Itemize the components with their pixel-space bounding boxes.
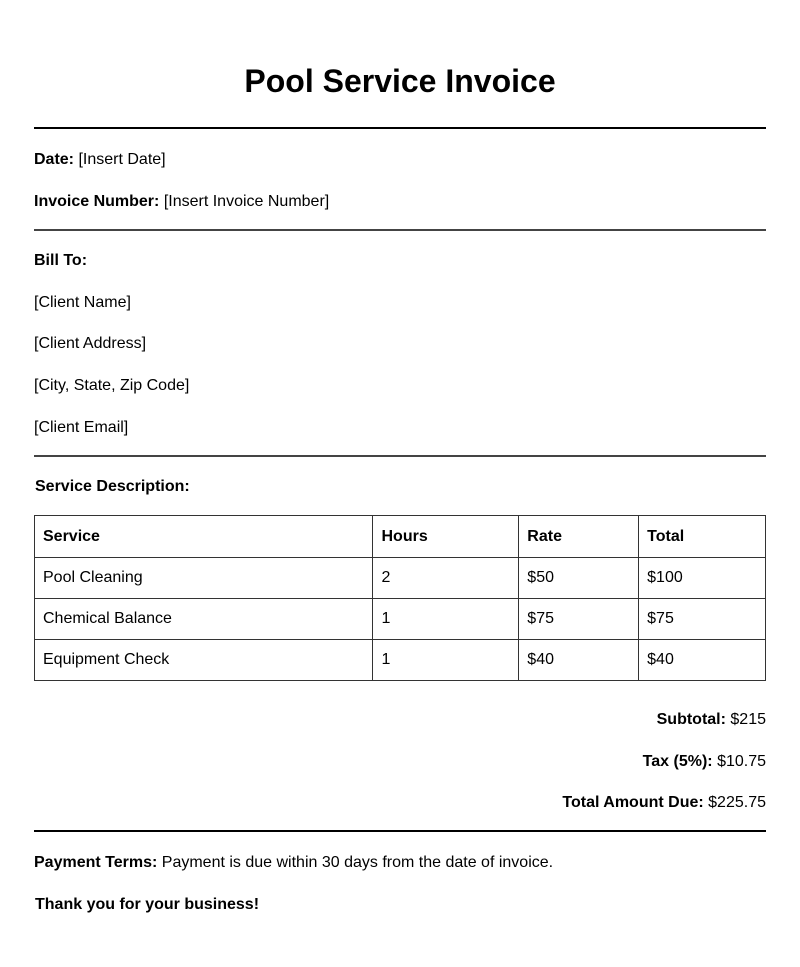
column-header-rate: Rate <box>519 516 639 558</box>
payment-terms-line <box>34 853 553 873</box>
divider <box>34 127 766 129</box>
subtotal-value: $215 <box>730 711 766 728</box>
cell-service: Chemical Balance <box>35 599 373 640</box>
column-header-service: Service <box>35 516 373 558</box>
cell-service: Pool Cleaning <box>35 558 373 599</box>
total-due-label: Total Amount Due: <box>562 794 704 811</box>
service-description-heading: Service Description: <box>35 478 190 495</box>
cell-service: Equipment Check <box>35 640 373 681</box>
tax-label: Tax (5%): <box>642 753 713 770</box>
tax-value: $10.75 <box>717 753 766 770</box>
client-address: [Client Address] <box>34 335 147 352</box>
invoice-title: Pool Service Invoice <box>244 63 556 99</box>
cell-rate: $40 <box>519 640 639 681</box>
total-due-line <box>562 793 766 813</box>
date-value: [Insert Date] <box>78 151 166 168</box>
divider <box>34 455 766 457</box>
cell-total: $75 <box>639 599 766 640</box>
table-row <box>35 640 766 681</box>
invoice-number-label: Invoice Number: <box>34 193 160 210</box>
service-description-label <box>35 477 190 497</box>
subtotal-line <box>657 710 766 730</box>
cell-hours: 1 <box>373 640 519 681</box>
table-row <box>35 558 766 599</box>
cell-hours: 1 <box>373 599 519 640</box>
tax-line <box>643 752 766 772</box>
invoice-number-line <box>34 192 329 212</box>
thank-you-line <box>35 895 259 915</box>
bill-to-label <box>34 251 87 271</box>
invoice-page <box>34 0 766 967</box>
client-email: [Client Email] <box>34 419 129 436</box>
cell-total: $100 <box>639 558 766 599</box>
column-header-total: Total <box>639 516 766 558</box>
payment-terms-value: Payment is due within 30 days from the date of invoice. <box>161 854 554 871</box>
column-header-hours: Hours <box>373 516 519 558</box>
divider <box>34 830 766 832</box>
date-line <box>34 150 166 170</box>
client-city-state-zip: [City, State, Zip Code] <box>34 377 190 394</box>
divider <box>34 229 766 231</box>
client-name: [Client Name] <box>34 294 131 311</box>
cell-hours: 2 <box>373 558 519 599</box>
table-row <box>35 599 766 640</box>
thank-you-text: Thank you for your business! <box>35 896 260 913</box>
cell-total: $40 <box>639 640 766 681</box>
table-header-row <box>35 516 766 558</box>
cell-rate: $50 <box>519 558 639 599</box>
payment-terms-label: Payment Terms: <box>34 854 158 871</box>
total-due-value: $225.75 <box>708 794 766 811</box>
services-table <box>34 515 766 681</box>
date-label: Date: <box>34 151 75 168</box>
subtotal-label: Subtotal: <box>656 711 726 728</box>
cell-rate: $75 <box>519 599 639 640</box>
invoice-number-value: [Insert Invoice Number] <box>163 193 330 210</box>
bill-to-heading: Bill To: <box>34 252 88 269</box>
